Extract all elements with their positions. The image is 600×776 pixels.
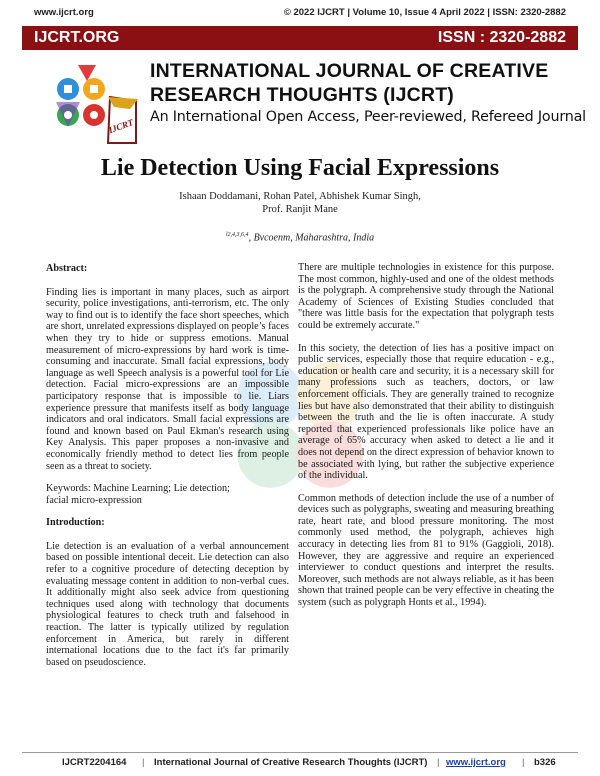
header-website[interactable]: www.ijcrt.org [34,7,94,18]
journal-title-line-1: INTERNATIONAL JOURNAL OF CREATIVE [150,60,549,82]
paragraph-society: In this society, the detection of lies has a positive impact on public services, especially those that require education - e.g., education or health care and security, it is a necessary skill for many professions such as teachers, doctors, or law enforcement officials. They are generally trained to recognize lies but have also demonstrated that their ability to distinguish between the truth and the lie is often inaccurate. A study reported that experienced professionals like police have an average of 65% accuracy when asked to detect a lie and it does not depend on the direct expression of behavior known to be associated with lying, but rather the subjective experience of the individual. [298,342,554,482]
footer-separator: | [437,757,440,768]
svg-text:IJCRT: IJCRT [107,117,135,136]
footer-journal-name: International Journal of Creative Research Thoughts (IJCRT) [154,757,428,768]
paper-authors [0,190,600,216]
abstract-text: Finding lies is important in many places, such as airport security, police investigations, anti-terrorism, etc. The only way to find out is to identify the face short speeches, which are short, unrelated expressions displayed on people’s faces when they try to hide or suppress emotions. Manual measurement of micro-expressions by hard work is time-consuming and inaccurate. Small facial expressions, body language as well Speech analysis is a powerful tool for Lie detection. Facial micro-expressions are an impossible participatory response that is impossible to lie. Liars experience pressure that manifests itself as body language indicators and oral indicators. Small facial expressions are found and known based on Paul Ekman's research using Key Analysis. This paper proposes a non-invasive and economically friendly method to detect lies from people seen as a threat to society. [46,286,289,472]
journal-band [22,26,578,50]
authors-line-1: Ishaan Doddamani, Rohan Patel, Abhishek Kumar Singh, [179,191,421,202]
authors-line-2: Prof. Ranjit Mane [262,204,338,215]
band-issn-label: ISSN : 2320-2882 [437,29,566,46]
top-header-line [34,7,566,21]
header-issue-info: © 2022 IJCRT | Volume 10, Issue 4 April 2022 | ISSN: 2320-2882 [283,7,566,18]
page-footer [22,752,578,769]
journal-title-line-2: RESEARCH THOUGHTS (IJCRT) [150,84,455,106]
footer-separator: | [142,757,145,768]
introduction-heading: Introduction: [46,517,105,529]
paper-title: Lie Detection Using Facial Expressions [100,155,500,181]
paper-affiliation [0,232,600,243]
abstract-heading: Abstract: [46,263,88,274]
affiliation-superscript: l2,4,3,6,4 [225,232,249,238]
paragraph-polygraph: There are multiple technologies in existence for this purpose. The most common, highly-used and one of the oldest methods is the polygraph. A comprehensive study through the National Academy of Sciences of Existing Studies concluded that "there was little basis for the expectation that polygraph tests could be extremely accurate." [298,262,554,331]
journal-subtitle: An International Open Access, Peer-reviewed, Refereed Journal [150,109,586,125]
keywords-line-2: facial micro-expression [46,494,142,506]
footer-paper-id: IJCRT2204164 [62,757,127,768]
keywords [46,483,289,506]
footer-website-link[interactable]: www.ijcrt.org [446,757,506,768]
footer-separator: | [522,757,525,768]
right-column [298,262,554,620]
paragraph-methods: Common methods of detection include the use of a number of devices such as polygraphs, sweating and measuring breathing rate, heart rate, and blood pressure monitoring. The most commonly used method, the polygraph, achieves high accuracy in detecting lies from 81 to 91% (Gaggioli, 2018). However, they are aggressive and require an experienced interviewer to conduct questions and interpret the results. Moreover, such methods are not always reliable, as it has been shown that trained people can be very effective in cheating the system (such as polygraph Honts et al., 1994). [298,492,554,609]
affiliation-text: , Bvcoenm, Maharashtra, India [248,232,375,244]
keywords-line-1: Keywords: Machine Learning; Lie detection; [46,483,230,495]
left-column [46,263,289,679]
introduction-text: Lie detection is an evaluation of a verbal announcement based on possible intentional deceit. Lie detection can also refer to a cognitive procedure of detecting deception by evaluating message content in addition to non-verbal cues. It additionally might also seek advice from questioning techniques used along with technology that documents physiological features to check truth and falsehood in reaction. The latter is typically utilized by regulation enforcement in America, but rarely in different international locations due to the fact it's far primarily based on pseudoscience. [46,540,289,668]
band-site-label: IJCRT.ORG [34,29,120,46]
footer-page-number: b326 [534,757,556,768]
ijcrt-logo-icon [50,57,142,149]
